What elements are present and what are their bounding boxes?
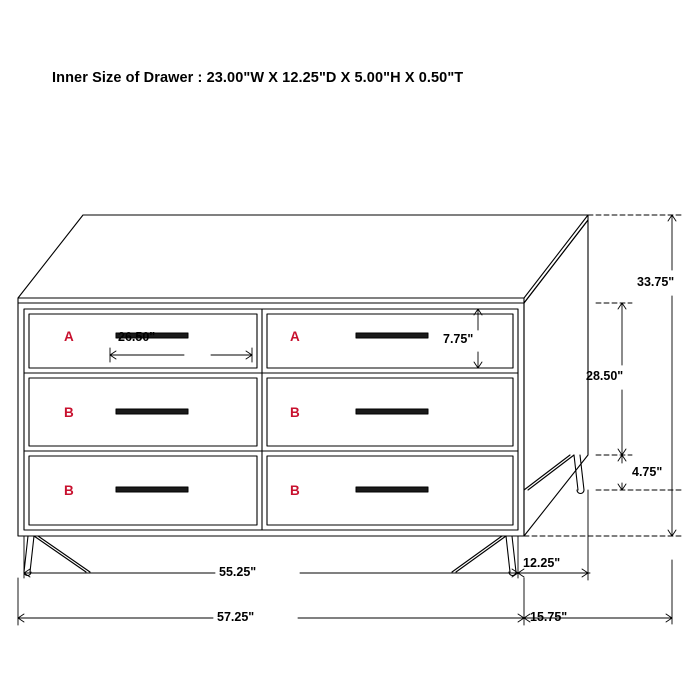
drawer-label-b-bottom-left: B	[64, 483, 74, 498]
dim-drawer-height	[474, 309, 482, 368]
drawer-handles	[116, 333, 428, 492]
dim-label-case-width: 55.25"	[219, 565, 257, 579]
dim-label-leg-height: 4.75"	[632, 465, 663, 479]
drawer-label-b-mid-right: B	[290, 405, 300, 420]
dim-case-width	[24, 536, 518, 578]
drawer-label-b-bottom-right: B	[290, 483, 300, 498]
drawer-label-a-left: A	[64, 329, 74, 344]
dim-total-width	[18, 578, 524, 625]
dim-label-drawer-height: 7.75"	[443, 332, 474, 346]
dim-label-total-depth: 15.75"	[530, 610, 568, 624]
dim-drawer-width	[110, 348, 252, 362]
dresser-legs	[24, 455, 584, 576]
dim-label-drawer-width: 26.50"	[118, 330, 156, 344]
dim-label-total-height: 33.75"	[637, 275, 675, 289]
page-title: Inner Size of Drawer : 23.00"W X 12.25"D X 5.00"H X 0.50"T	[52, 70, 464, 86]
dim-label-case-depth: 12.25"	[523, 556, 561, 570]
drawer-label-b-mid-left: B	[64, 405, 74, 420]
dim-label-total-width: 57.25"	[217, 610, 255, 624]
dresser-top-panel	[18, 215, 588, 303]
drawer-label-a-right: A	[290, 329, 300, 344]
dim-label-case-height: 28.50"	[586, 369, 624, 383]
